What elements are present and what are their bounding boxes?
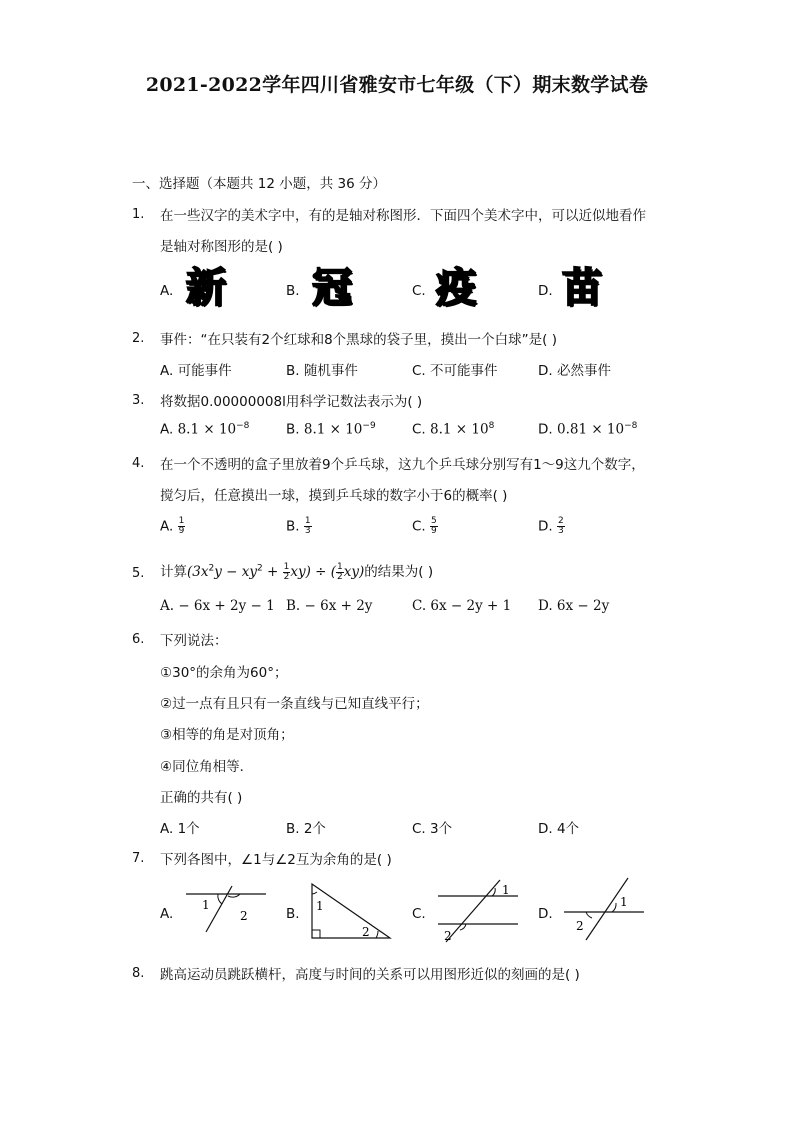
option xyxy=(286,421,376,438)
question-number: 4. xyxy=(132,456,145,471)
option-label: A. xyxy=(160,518,174,535)
question-number: 1. xyxy=(132,207,145,222)
question-number: 5. xyxy=(132,566,145,581)
question-text: 搅匀后，任意摸出一球，摸到乒乓球的数字小于6的概率( ) xyxy=(160,488,508,504)
option-value: 8.1 × 10 xyxy=(303,421,363,438)
option-art-char: 苗 xyxy=(562,265,602,311)
option-exponent: −9 xyxy=(362,421,376,431)
option: D. 6x − 2y xyxy=(538,598,610,614)
question-number: 8. xyxy=(132,966,145,981)
option: D. 必然事件 xyxy=(538,363,611,379)
option-label: D. xyxy=(538,421,553,438)
option xyxy=(412,421,494,438)
option-art-char: 疫 xyxy=(436,265,476,311)
angle-label: 1 xyxy=(620,895,628,909)
angle-figure-d xyxy=(560,876,650,944)
option: B. − 6x + 2y xyxy=(286,598,373,614)
statement-item: ①30°的余角为60°； xyxy=(160,665,288,681)
option: B. 2个 xyxy=(286,821,326,837)
angle-figure-c xyxy=(432,876,522,946)
question-number: 6. xyxy=(132,632,145,647)
option-label: D. xyxy=(538,283,553,299)
question-text: 在一些汉字的美术字中，有的是轴对称图形．下面四个美术字中，可以近似地看作 xyxy=(160,208,646,224)
option-label: B. xyxy=(286,906,300,922)
option-value: 0.81 × 10 xyxy=(556,421,625,438)
option: A. 可能事件 xyxy=(160,363,232,379)
option-label: C. xyxy=(412,906,426,922)
statement-item: ②过一点有且只有一条直线与已知直线平行； xyxy=(160,696,429,712)
option xyxy=(286,517,312,536)
angle-label: 1 xyxy=(316,899,324,913)
fraction: $\frac{1}{9}$ xyxy=(178,516,185,536)
page-title: 2021-2022学年四川省雅安市七年级（下）期末数学试卷 xyxy=(145,74,649,96)
angle-label: 2 xyxy=(240,909,248,923)
question-text: 跳高运动员跳跃横杆，高度与时间的关系可以用图形近似的刻画的是( ) xyxy=(160,967,580,983)
option: A. 1个 xyxy=(160,821,200,837)
option-label: C. xyxy=(412,283,426,299)
option xyxy=(538,517,565,536)
option xyxy=(412,517,438,536)
question-text: 计算($3x^2y - xy^2$ + $\frac{1}{2}$ xy) ÷ ( $\frac{1}{2}$ xy)的结果为( ) xyxy=(160,561,434,582)
fraction: $\frac{2}{3}$ xyxy=(557,516,564,536)
option: C. 不可能事件 xyxy=(412,363,498,379)
question-text: 在一个不透明的盒子里放着9个乒乓球，这九个乒乓球分别写有1～9这九个数字， xyxy=(160,457,645,473)
option: A. − 6x + 2y − 1 xyxy=(160,598,275,614)
question-text: 将数据0.00000008l用科学记数法表示为( ) xyxy=(160,394,423,410)
question-number: 2. xyxy=(132,331,145,346)
option-exponent: 8 xyxy=(488,421,495,431)
option-label: A. xyxy=(160,421,174,438)
option-exponent: −8 xyxy=(624,421,638,431)
question-text: 正确的共有( ) xyxy=(160,790,243,806)
option: B. 随机事件 xyxy=(286,363,358,379)
angle-label: 2 xyxy=(362,925,370,939)
statement-item: ④同位角相等． xyxy=(160,759,254,775)
option: D. 4个 xyxy=(538,821,580,837)
question-text: 下列各图中，∠1与∠2互为余角的是( ) xyxy=(160,852,392,868)
angle-label: 1 xyxy=(202,898,210,912)
option-label: B. xyxy=(286,283,300,299)
question-text: 事件：“在只装有2个红球和8个黑球的袋子里，摸出一个白球”是( ) xyxy=(160,332,557,348)
angle-label: 1 xyxy=(502,883,510,897)
option xyxy=(538,421,637,438)
option-label: A. xyxy=(160,906,174,922)
option-art-char: 冠 xyxy=(312,265,352,311)
angle-figure-a xyxy=(180,882,270,938)
option-label: B. xyxy=(286,518,300,535)
option xyxy=(160,421,249,438)
option-value: 8.1 × 10 xyxy=(430,421,489,438)
option-label: A. xyxy=(160,283,174,299)
question-number: 3. xyxy=(132,393,145,408)
fraction: $\frac{5}{9}$ xyxy=(431,516,437,536)
question-text: 是轴对称图形的是( ) xyxy=(160,239,283,255)
option-art-char: 新 xyxy=(186,265,226,311)
section-heading: 一、选择题（本题共 12 小题，共 36 分） xyxy=(132,176,387,192)
question-text: 下列说法： xyxy=(160,633,228,649)
option-label: C. xyxy=(412,518,426,535)
option xyxy=(160,517,185,536)
fraction: $\frac{1}{3}$ xyxy=(304,516,311,536)
option-label: C. xyxy=(412,421,426,438)
option: C. 6x − 2y + 1 xyxy=(412,598,512,614)
question-number: 7. xyxy=(132,851,145,866)
option-label: D. xyxy=(538,518,553,535)
option-exponent: −8 xyxy=(236,421,250,431)
angle-figure-b xyxy=(306,880,396,942)
statement-item: ③相等的角是对顶角； xyxy=(160,727,294,743)
angle-label: 2 xyxy=(576,919,584,933)
angle-label: 2 xyxy=(444,929,452,943)
option: C. 3个 xyxy=(412,821,453,837)
option-label: B. xyxy=(286,421,300,438)
option-label: D. xyxy=(538,906,553,922)
option-value: 8.1 × 10 xyxy=(177,421,237,438)
